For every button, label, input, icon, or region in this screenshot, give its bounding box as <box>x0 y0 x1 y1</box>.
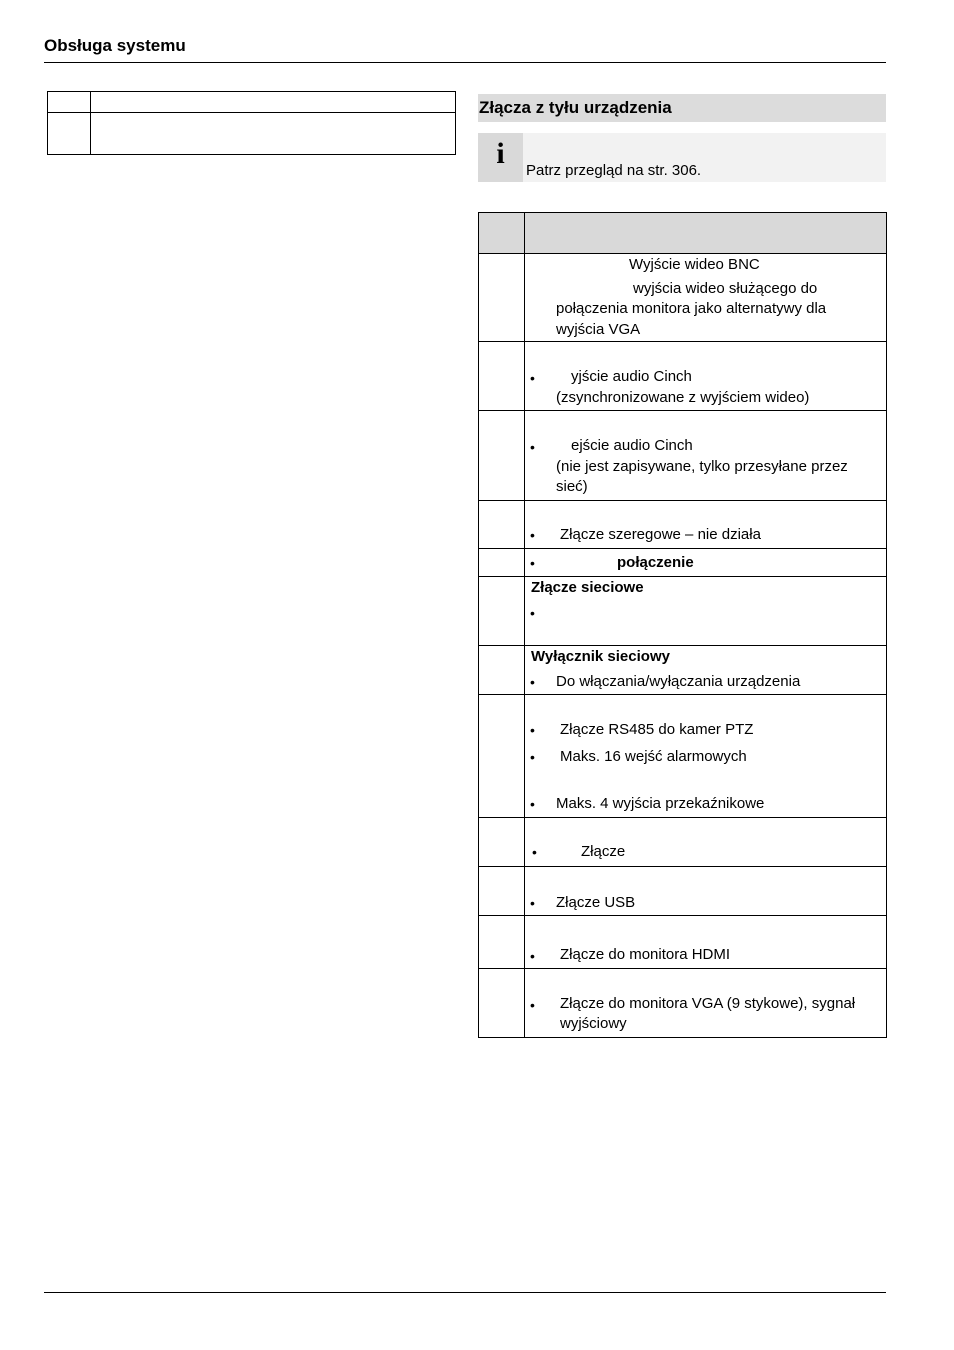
footer-divider <box>44 1292 886 1293</box>
table-row <box>479 867 887 916</box>
row-number-cell <box>479 969 525 1038</box>
table-row <box>479 342 887 411</box>
note-text: Patrz przegląd na str. 306. <box>526 162 702 179</box>
page-header-title: Obsługa systemu <box>44 36 186 55</box>
bullet-icon: • <box>530 527 535 543</box>
row-description-cell <box>525 501 887 549</box>
row-number-cell <box>479 549 525 577</box>
row-description-cell <box>525 916 887 969</box>
row-text: Złącze USB <box>556 894 636 911</box>
bullet-icon: • <box>530 997 535 1013</box>
row-text: (nie jest zapisywane, tylko przesyłane przez <box>556 458 848 475</box>
bullet-icon: • <box>530 439 535 455</box>
left-table-row <box>48 92 456 113</box>
bullet-icon: • <box>530 674 535 690</box>
bullet-icon: • <box>530 948 535 964</box>
row-text: Wyjście wideo BNC <box>629 256 760 273</box>
row-text: wyjścia VGA <box>556 321 641 338</box>
row-description-cell <box>525 646 887 695</box>
row-text: Złącze <box>581 843 626 860</box>
connectors-table <box>478 212 887 1038</box>
row-number-cell <box>479 342 525 411</box>
row-title: Złącze sieciowe <box>531 579 644 596</box>
row-text: połączenia monitora jako alternatywy dla <box>556 300 827 317</box>
row-text: Złącze RS485 do kamer PTZ <box>560 721 754 738</box>
row-text: Złącze do monitora VGA (9 stykowe), sygnał <box>560 995 856 1012</box>
bullet-icon: • <box>530 555 535 571</box>
note-box <box>478 133 886 182</box>
table-row <box>479 916 887 969</box>
header-divider <box>44 62 886 63</box>
note-icon-cell <box>478 133 523 182</box>
row-number-cell <box>479 695 525 818</box>
row-number-cell <box>479 867 525 916</box>
table-row <box>479 969 887 1038</box>
left-table-row <box>48 113 456 155</box>
section-title: Złącza z tyłu urządzenia <box>478 94 886 122</box>
table-row <box>479 818 887 867</box>
bullet-icon: • <box>530 749 535 765</box>
row-number-cell <box>479 254 525 342</box>
info-icon: i <box>496 137 505 170</box>
row-number-cell <box>479 916 525 969</box>
row-title: Wyłącznik sieciowy <box>531 648 670 665</box>
row-number-cell <box>479 501 525 549</box>
header-cell-description <box>525 213 887 254</box>
table-row <box>479 577 887 646</box>
left-table-cell <box>48 92 91 113</box>
row-text: Złącze do monitora HDMI <box>560 946 731 963</box>
left-table-cell <box>91 113 456 155</box>
row-description-cell <box>525 411 887 501</box>
row-text: połączenie <box>617 554 694 571</box>
bullet-icon: • <box>530 370 535 386</box>
row-text: Do włączania/wyłączania urządzenia <box>556 673 801 690</box>
row-description-cell <box>525 695 887 818</box>
row-text: yjście audio Cinch <box>571 368 692 385</box>
row-number-cell <box>479 577 525 646</box>
left-table <box>47 91 456 155</box>
row-text: sieć) <box>556 478 588 495</box>
row-description-cell <box>525 577 887 646</box>
row-text: Maks. 4 wyjścia przekaźnikowe <box>556 795 765 812</box>
table-header-row <box>479 213 887 254</box>
row-number-cell <box>479 646 525 695</box>
row-number-cell <box>479 818 525 867</box>
row-text: Złącze szeregowe – nie działa <box>560 526 761 543</box>
bullet-icon: • <box>530 722 535 738</box>
bullet-icon: • <box>530 895 535 911</box>
row-text: wyjścia wideo służącego do <box>633 280 818 297</box>
left-table-cell <box>48 113 91 155</box>
table-row <box>479 254 887 342</box>
row-description-cell <box>525 254 887 342</box>
header-cell-number <box>479 213 525 254</box>
row-text: ejście audio Cinch <box>571 437 693 454</box>
table-row <box>479 501 887 549</box>
bullet-icon: • <box>532 844 537 860</box>
row-description-cell <box>525 969 887 1038</box>
table-row <box>479 549 887 577</box>
row-description-cell <box>525 342 887 411</box>
table-row <box>479 695 887 818</box>
row-description-cell <box>525 867 887 916</box>
left-table-cell <box>91 92 456 113</box>
table-row <box>479 646 887 695</box>
table-row <box>479 411 887 501</box>
row-description-cell <box>525 818 887 867</box>
row-description-cell <box>525 549 887 577</box>
bullet-icon: • <box>530 796 535 812</box>
row-text: Maks. 16 wejść alarmowych <box>560 748 747 765</box>
row-text: (zsynchronizowane z wyjściem wideo) <box>556 389 810 406</box>
bullet-icon: • <box>530 605 535 621</box>
row-number-cell <box>479 411 525 501</box>
row-text: wyjściowy <box>560 1015 627 1032</box>
